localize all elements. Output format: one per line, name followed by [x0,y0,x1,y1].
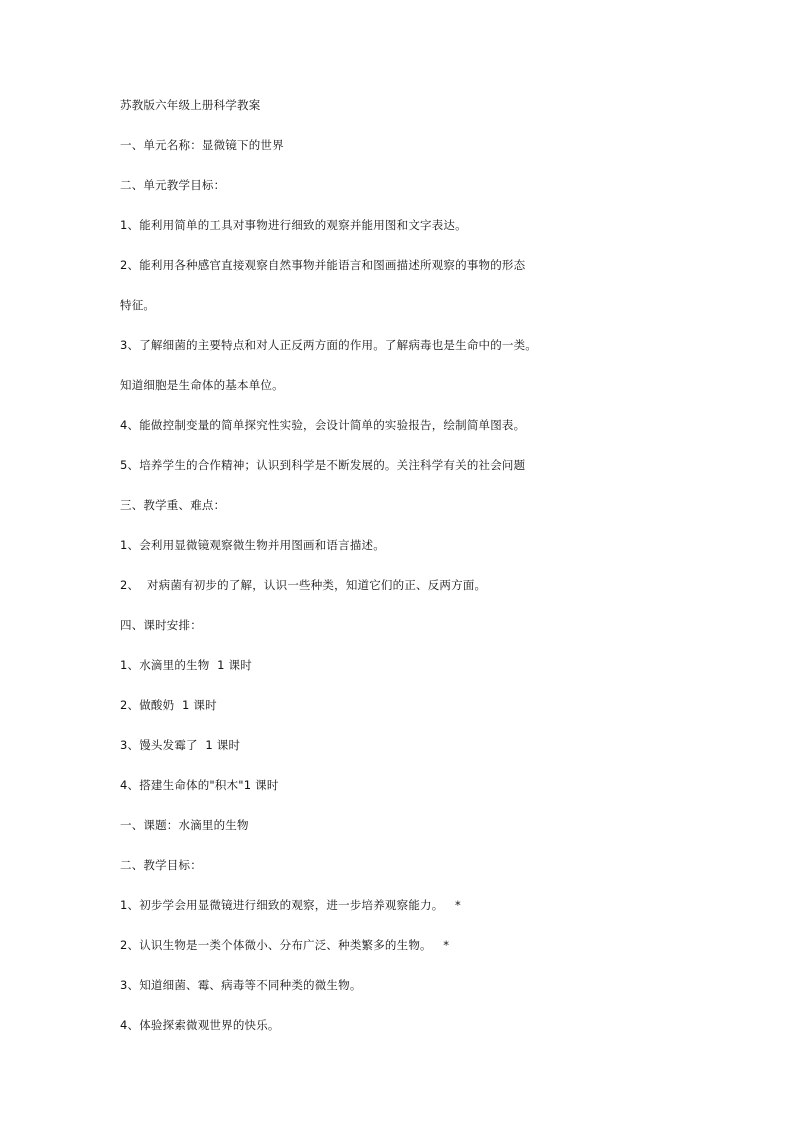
text-line: 1、水滴里的生物 1 课时 [120,658,252,672]
text-line: 3、馒头发霉了 1 课时 [120,738,241,752]
lesson-title: 一、课题：水滴里的生物 [120,818,249,832]
text-line: 2、 对病菌有初步的了解，认识一些种类，知道它们的正、反两方面。 [120,578,487,592]
section-heading: 三、教学重、难点： [120,498,226,512]
text-line: 1、会利用显微镜观察微生物并用图画和语言描述。 [120,538,385,552]
text-line: 2、认识生物是一类个体微小、分布广泛、种类繁多的生物。 * [120,938,450,952]
unit-name: 一、单元名称：显微镜下的世界 [120,138,284,152]
text-line: 3、知道细菌、霉、病毒等不同种类的微生物。 [120,978,362,992]
section-heading: 二、教学目标： [120,858,202,872]
section-heading: 四、课时安排： [120,618,202,632]
text-line: 1、初步学会用显微镜进行细致的观察，进一步培养观察能力。 * [120,898,461,912]
text-line: 2、做酸奶 1 课时 [120,698,217,712]
text-line: 4、能做控制变量的简单探究性实验，会设计简单的实验报告，绘制简单图表。 [120,418,526,432]
text-line: 1、能利用简单的工具对事物进行细致的观察并能用图和文字表达。 [120,218,467,232]
document-body [120,94,740,1054]
text-line: 2、能利用各种感官直接观察自然事物并能语言和图画描述所观察的事物的形态 [120,258,526,272]
text-line: 4、搭建生命体的"积木"1 课时 [120,778,279,792]
section-heading: 二、单元教学目标： [120,178,226,192]
text-line: 知道细胞是生命体的基本单位。 [120,378,284,392]
document-title: 苏教版六年级上册科学教案 [120,98,261,112]
text-line: 特征。 [120,298,156,312]
text-line: 5、培养学生的合作精神；认识到科学是不断发展的。关注科学有关的社会问题 [120,458,526,472]
text-line: 3、了解细菌的主要特点和对人正反两方面的作用。了解病毒也是生命中的一类。 [120,338,538,352]
text-line: 4、体验探索微观世界的快乐。 [120,1018,280,1032]
